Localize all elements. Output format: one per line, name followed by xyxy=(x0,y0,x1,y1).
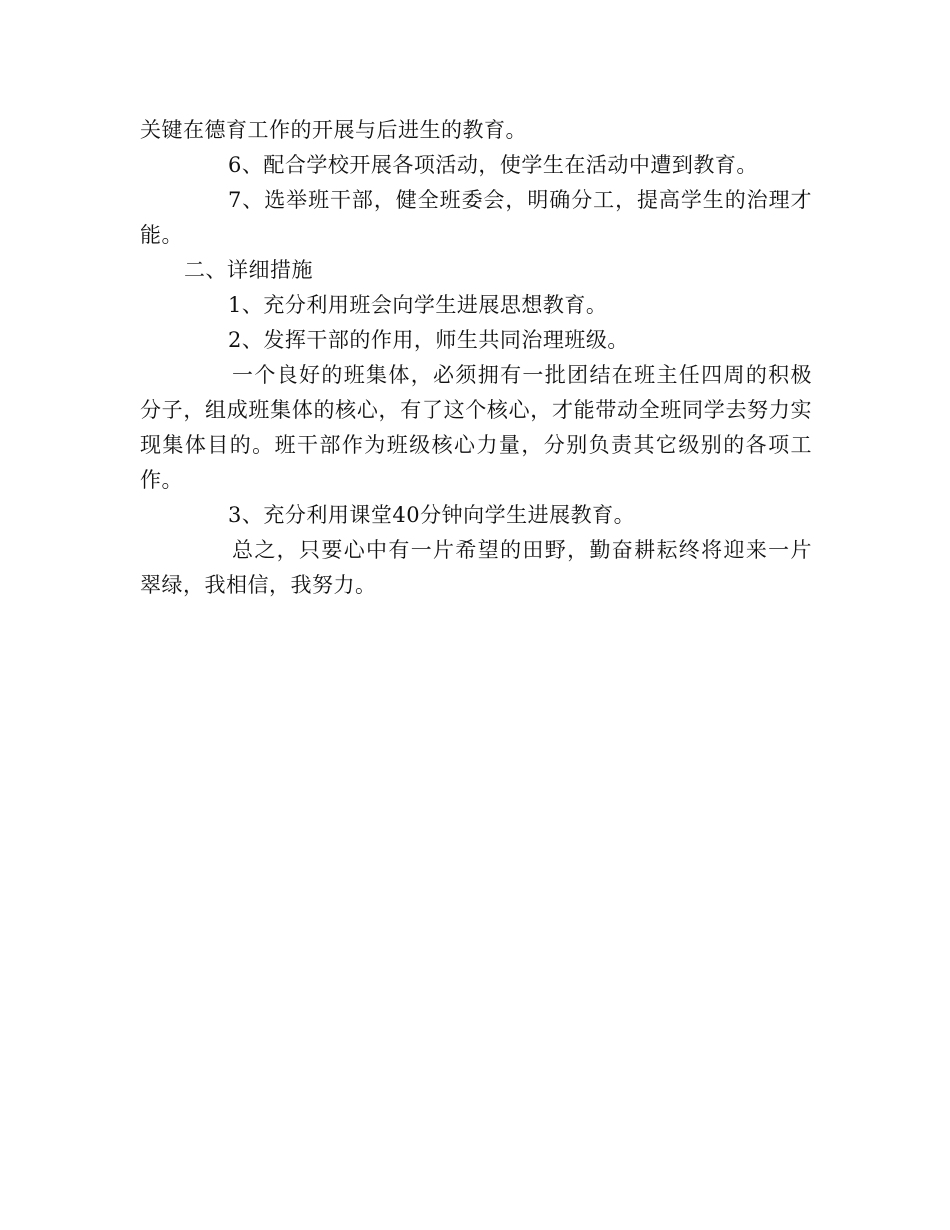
section-heading-measures: 二、详细措施 xyxy=(184,258,313,282)
measure-item-2: 2、发挥干部的作用，师生共同治理班级。 xyxy=(228,328,629,352)
paragraph-conclusion: 总之，只要心中有一片希望的田野，勤奋耕耘终将迎来一片翠绿，我相信，我努力。 xyxy=(140,538,812,597)
measure-item-3: 3、充分利用课堂40分钟向学生进展教育。 xyxy=(228,503,636,527)
measure-item-1: 1、充分利用班会向学生进展思想教育。 xyxy=(228,293,608,317)
document-body xyxy=(140,113,812,603)
paragraph-continuation: 关键在德育工作的开展与后进生的教育。 xyxy=(140,118,527,142)
paragraph-class-collective: 一个良好的班集体，必须拥有一批团结在班主任四周的积极分子，组成班集体的核心，有了这个核心，才能带动全班同学去努力实现集体目的。班干部作为班级核心力量，分别负责其它级别的各项工作。 xyxy=(140,363,812,492)
list-item-6: 6、配合学校开展各项活动，使学生在活动中遭到教育。 xyxy=(228,153,758,177)
list-item-7: 7、选举班干部，健全班委会，明确分工，提高学生的治理才能。 xyxy=(140,188,812,247)
